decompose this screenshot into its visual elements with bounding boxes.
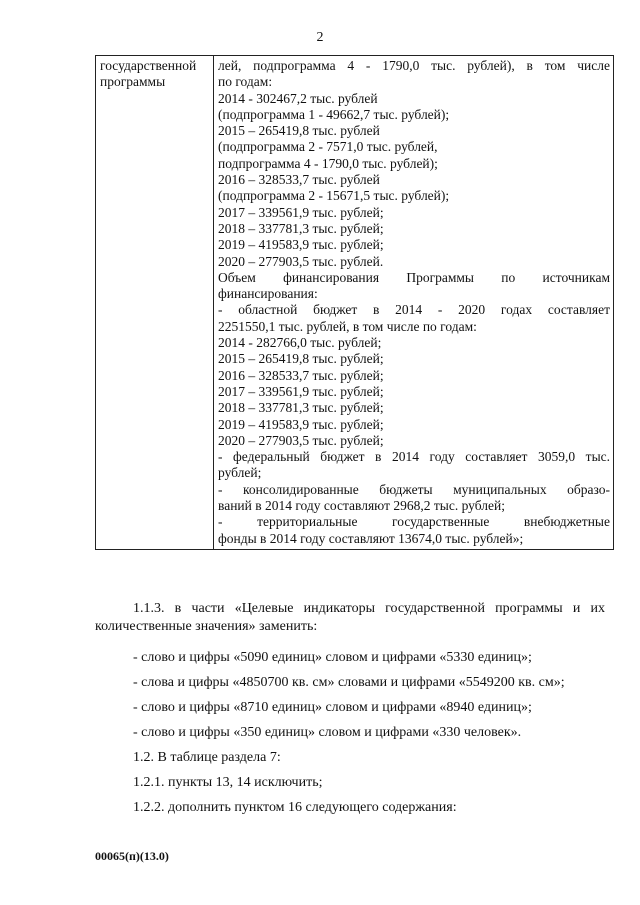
funding-line: 2020 – 277903,5 тыс. рублей. — [218, 253, 384, 269]
funding-line: 2019 – 419583,9 тыс. рублей; — [218, 416, 384, 432]
body-paragraph: 1.2.1. пункты 13, 14 исключить; — [133, 775, 323, 790]
funding-line: фонды в 2014 году составляют 13674,0 тыс. рублей»; — [218, 530, 524, 546]
row-label-cell — [96, 56, 214, 550]
document-code: 00065(п)(13.0) — [95, 849, 169, 863]
page-number: 2 — [316, 30, 324, 45]
funding-line: 2015 – 265419,8 тыс. рублей — [218, 123, 380, 139]
funding-line: подпрограмма 4 - 1790,0 тыс. рублей); — [218, 155, 438, 171]
row-label-line: программы — [100, 74, 166, 90]
body-paragraph: - слово и цифры «8710 единиц» словом и цифрами «8940 единиц»; — [133, 700, 532, 715]
funding-line: (подпрограмма 2 - 7571,0 тыс. рублей, — [218, 139, 438, 155]
funding-line: - консолидированные бюджеты муниципальных образо- — [218, 481, 610, 497]
funding-line: 2014 - 302467,2 тыс. рублей — [218, 90, 378, 106]
funding-line: 2251550,1 тыс. рублей, в том числе по годам: — [218, 318, 477, 334]
body-paragraph: 1.1.3. в части «Целевые индикаторы государственной программы и их количественные значения» заменить: — [95, 601, 605, 634]
funding-line: 2020 – 277903,5 тыс. рублей; — [218, 432, 384, 448]
body-paragraph: - слово и цифры «5090 единиц» словом и цифрами «5330 единиц»; — [133, 650, 532, 665]
funding-line: - территориальные государственные внебюджетные — [218, 514, 610, 530]
row-value-cell — [214, 56, 614, 550]
program-passport-table — [95, 55, 614, 550]
funding-line: Объем финансирования Программы по источникам — [218, 269, 610, 285]
funding-line: 2019 – 419583,9 тыс. рублей; — [218, 237, 384, 253]
body-paragraph: 1.2. В таблице раздела 7: — [133, 750, 281, 765]
funding-line: 2017 – 339561,9 тыс. рублей; — [218, 204, 384, 220]
row-label-line: государственной — [100, 58, 197, 73]
funding-line: - областной бюджет в 2014 - 2020 годах составляет — [218, 302, 610, 318]
body-paragraph: - слова и цифры «4850700 кв. см» словами и цифрами «5549200 кв. см»; — [133, 675, 565, 690]
funding-line: (подпрограмма 2 - 15671,5 тыс. рублей); — [218, 188, 450, 204]
funding-line: по годам: — [218, 74, 273, 90]
funding-line: (подпрограмма 1 - 49662,7 тыс. рублей); — [218, 106, 450, 122]
funding-line: 2016 – 328533,7 тыс. рублей; — [218, 367, 384, 383]
funding-line: - федеральный бюджет в 2014 году составляет 3059,0 тыс. — [218, 449, 610, 465]
funding-line: 2018 – 337781,3 тыс. рублей; — [218, 400, 384, 416]
funding-line: 2014 - 282766,0 тыс. рублей; — [218, 335, 382, 351]
funding-line: финансирования: — [218, 286, 318, 302]
funding-line: 2018 – 337781,3 тыс. рублей; — [218, 220, 384, 236]
funding-line: ваний в 2014 году составляют 2968,2 тыс. рублей; — [218, 498, 505, 514]
funding-line: 2015 – 265419,8 тыс. рублей; — [218, 351, 384, 367]
funding-line: 2017 – 339561,9 тыс. рублей; — [218, 383, 384, 399]
body-paragraph: 1.2.2. дополнить пунктом 16 следующего содержания: — [133, 800, 457, 815]
table-row — [96, 56, 614, 550]
body-paragraph: - слово и цифры «350 единиц» словом и цифрами «330 человек». — [133, 725, 522, 740]
funding-line: 2016 – 328533,7 тыс. рублей — [218, 172, 380, 188]
funding-line: лей, подпрограмма 4 - 1790,0 тыс. рублей), в том числе — [218, 58, 610, 73]
funding-line: рублей; — [218, 465, 262, 481]
